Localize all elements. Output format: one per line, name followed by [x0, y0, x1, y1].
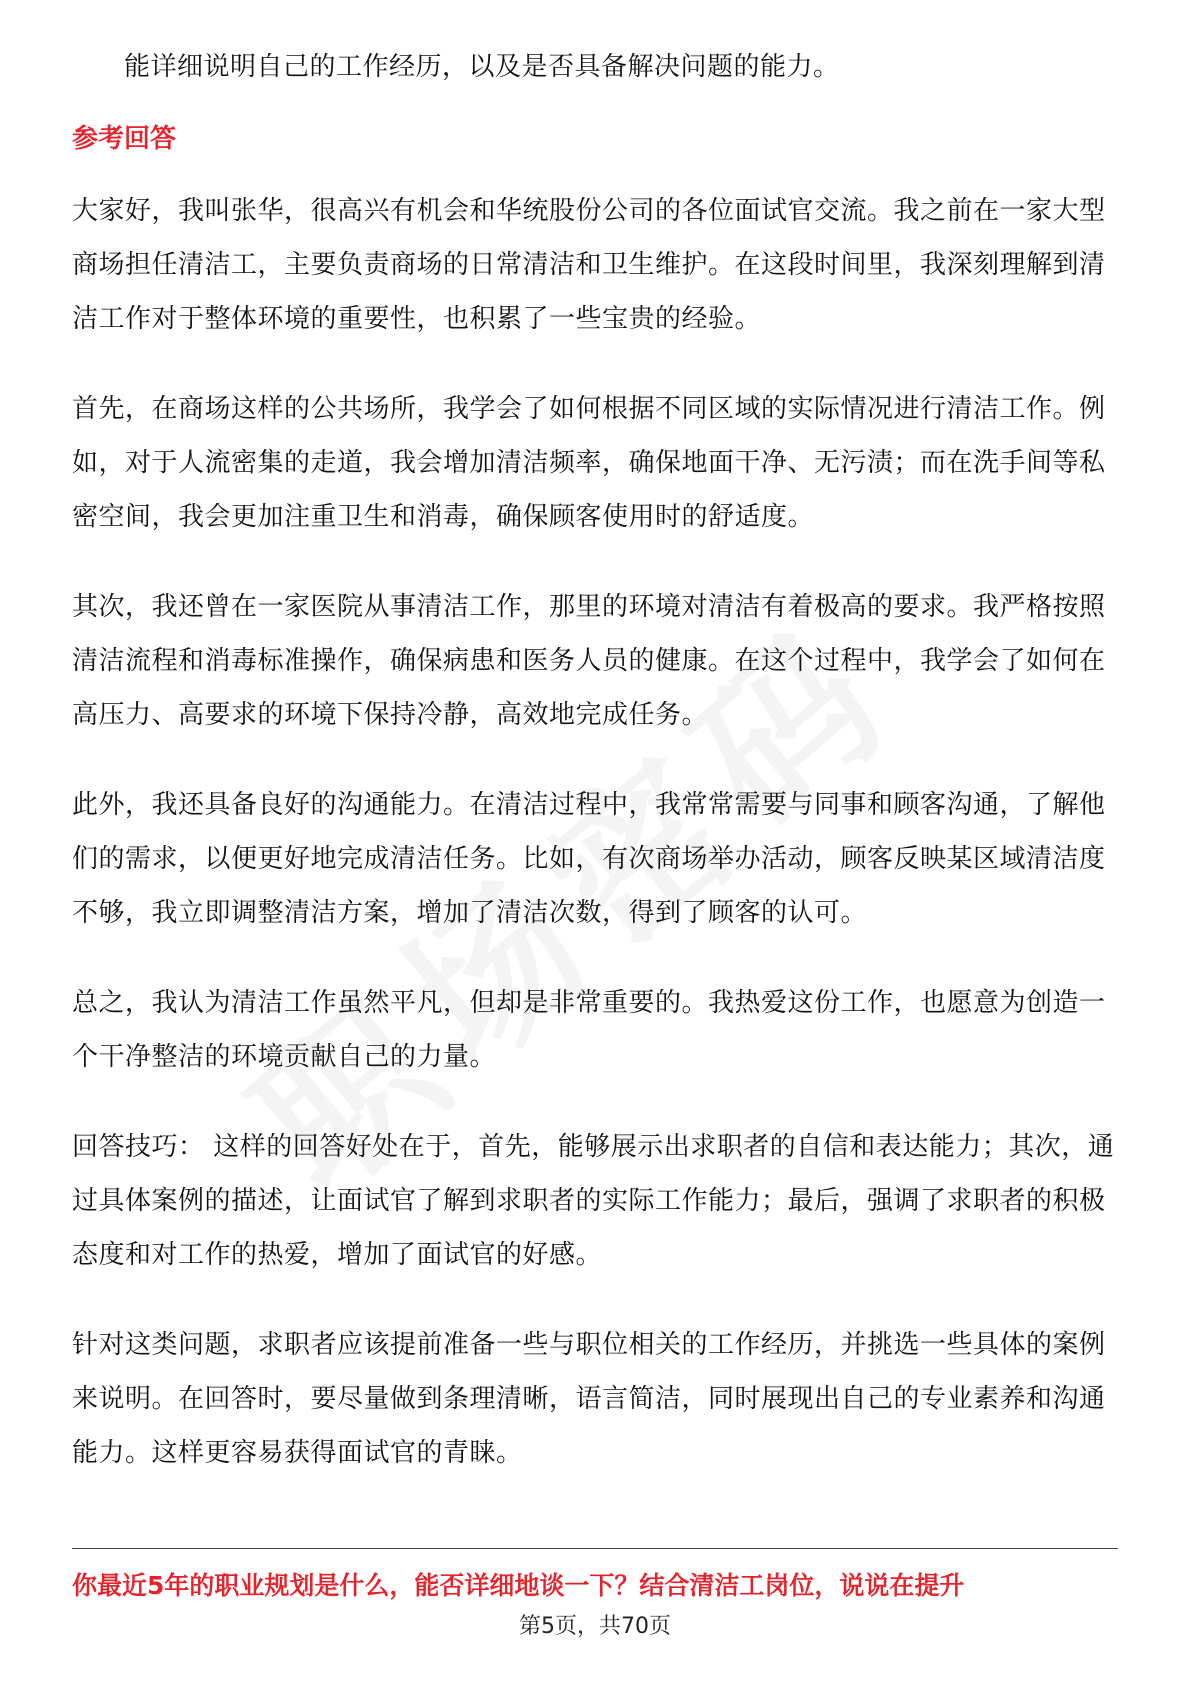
- paragraph-advice: 针对这类问题，求职者应该提前准备一些与职位相关的工作经历，并挑选一些具体的案例来说明。在回答时，要尽量做到条理清晰，语言简洁，同时展现出自己的专业素养和沟通能力。这样更容易获得面试官的青睐。: [72, 1330, 1106, 1468]
- page-content: [72, 40, 1118, 1480]
- next-question-heading: 你最近5年的职业规划是什么，能否详细地谈一下？结合清洁工岗位，说说在提升: [72, 1571, 965, 1600]
- section-title: 参考回答: [72, 124, 177, 154]
- paragraph-gap: [72, 544, 1118, 580]
- paragraph-1: 大家好，我叫张华，很高兴有机会和华统股份公司的各位面试官交流。我之前在一家大型商场担任清洁工，主要负责商场的日常清洁和卫生维护。在这段时间里，我深刻理解到清洁工作对于整体环境的重要性，也积累了一些宝贵的经验。: [72, 196, 1106, 334]
- page-number: 第5页，共70页: [519, 1614, 671, 1639]
- paragraph-5: 总之，我认为清洁工作虽然平凡，但却是非常重要的。我热爱这份工作，也愿意为创造一个干净整洁的环境贡献自己的力量。: [72, 988, 1106, 1072]
- paragraph-4: 此外，我还具备良好的沟通能力。在清洁过程中，我常常需要与同事和顾客沟通，了解他们的需求，以便更好地完成清洁任务。比如，有次商场举办活动，顾客反映某区域清洁度不够，我立即调整清洁方案，增加了清洁次数，得到了顾客的认可。: [72, 790, 1106, 928]
- footer-divider: [72, 1548, 1118, 1549]
- paragraph-gap: [72, 1084, 1118, 1120]
- paragraph-gap: [72, 1282, 1118, 1318]
- paragraph-gap: [72, 742, 1118, 778]
- intro-text: 能详细说明自己的工作经历，以及是否具备解决问题的能力。: [124, 52, 840, 82]
- paragraph-2: 首先，在商场这样的公共场所，我学会了如何根据不同区域的实际情况进行清洁工作。例如，对于人流密集的走道，我会增加清洁频率，确保地面干净、无污渍；而在洗手间等私密空间，我会更加注重卫生和消毒，确保顾客使用时的舒适度。: [72, 394, 1106, 532]
- answer-tips: 回答技巧： 这样的回答好处在于，首先，能够展示出求职者的自信和表达能力；其次，通过具体案例的描述，让面试官了解到求职者的实际工作能力；最后，强调了求职者的积极态度和对工作的热爱，增加了面试官的好感。: [72, 1132, 1115, 1270]
- paragraph-gap: [72, 940, 1118, 976]
- paragraph-3: 其次，我还曾在一家医院从事清洁工作，那里的环境对清洁有着极高的要求。我严格按照清洁流程和消毒标准操作，确保病患和医务人员的健康。在这个过程中，我学会了如何在高压力、高要求的环境下保持冷静，高效地完成任务。: [72, 592, 1106, 730]
- paragraph-gap: [72, 346, 1118, 382]
